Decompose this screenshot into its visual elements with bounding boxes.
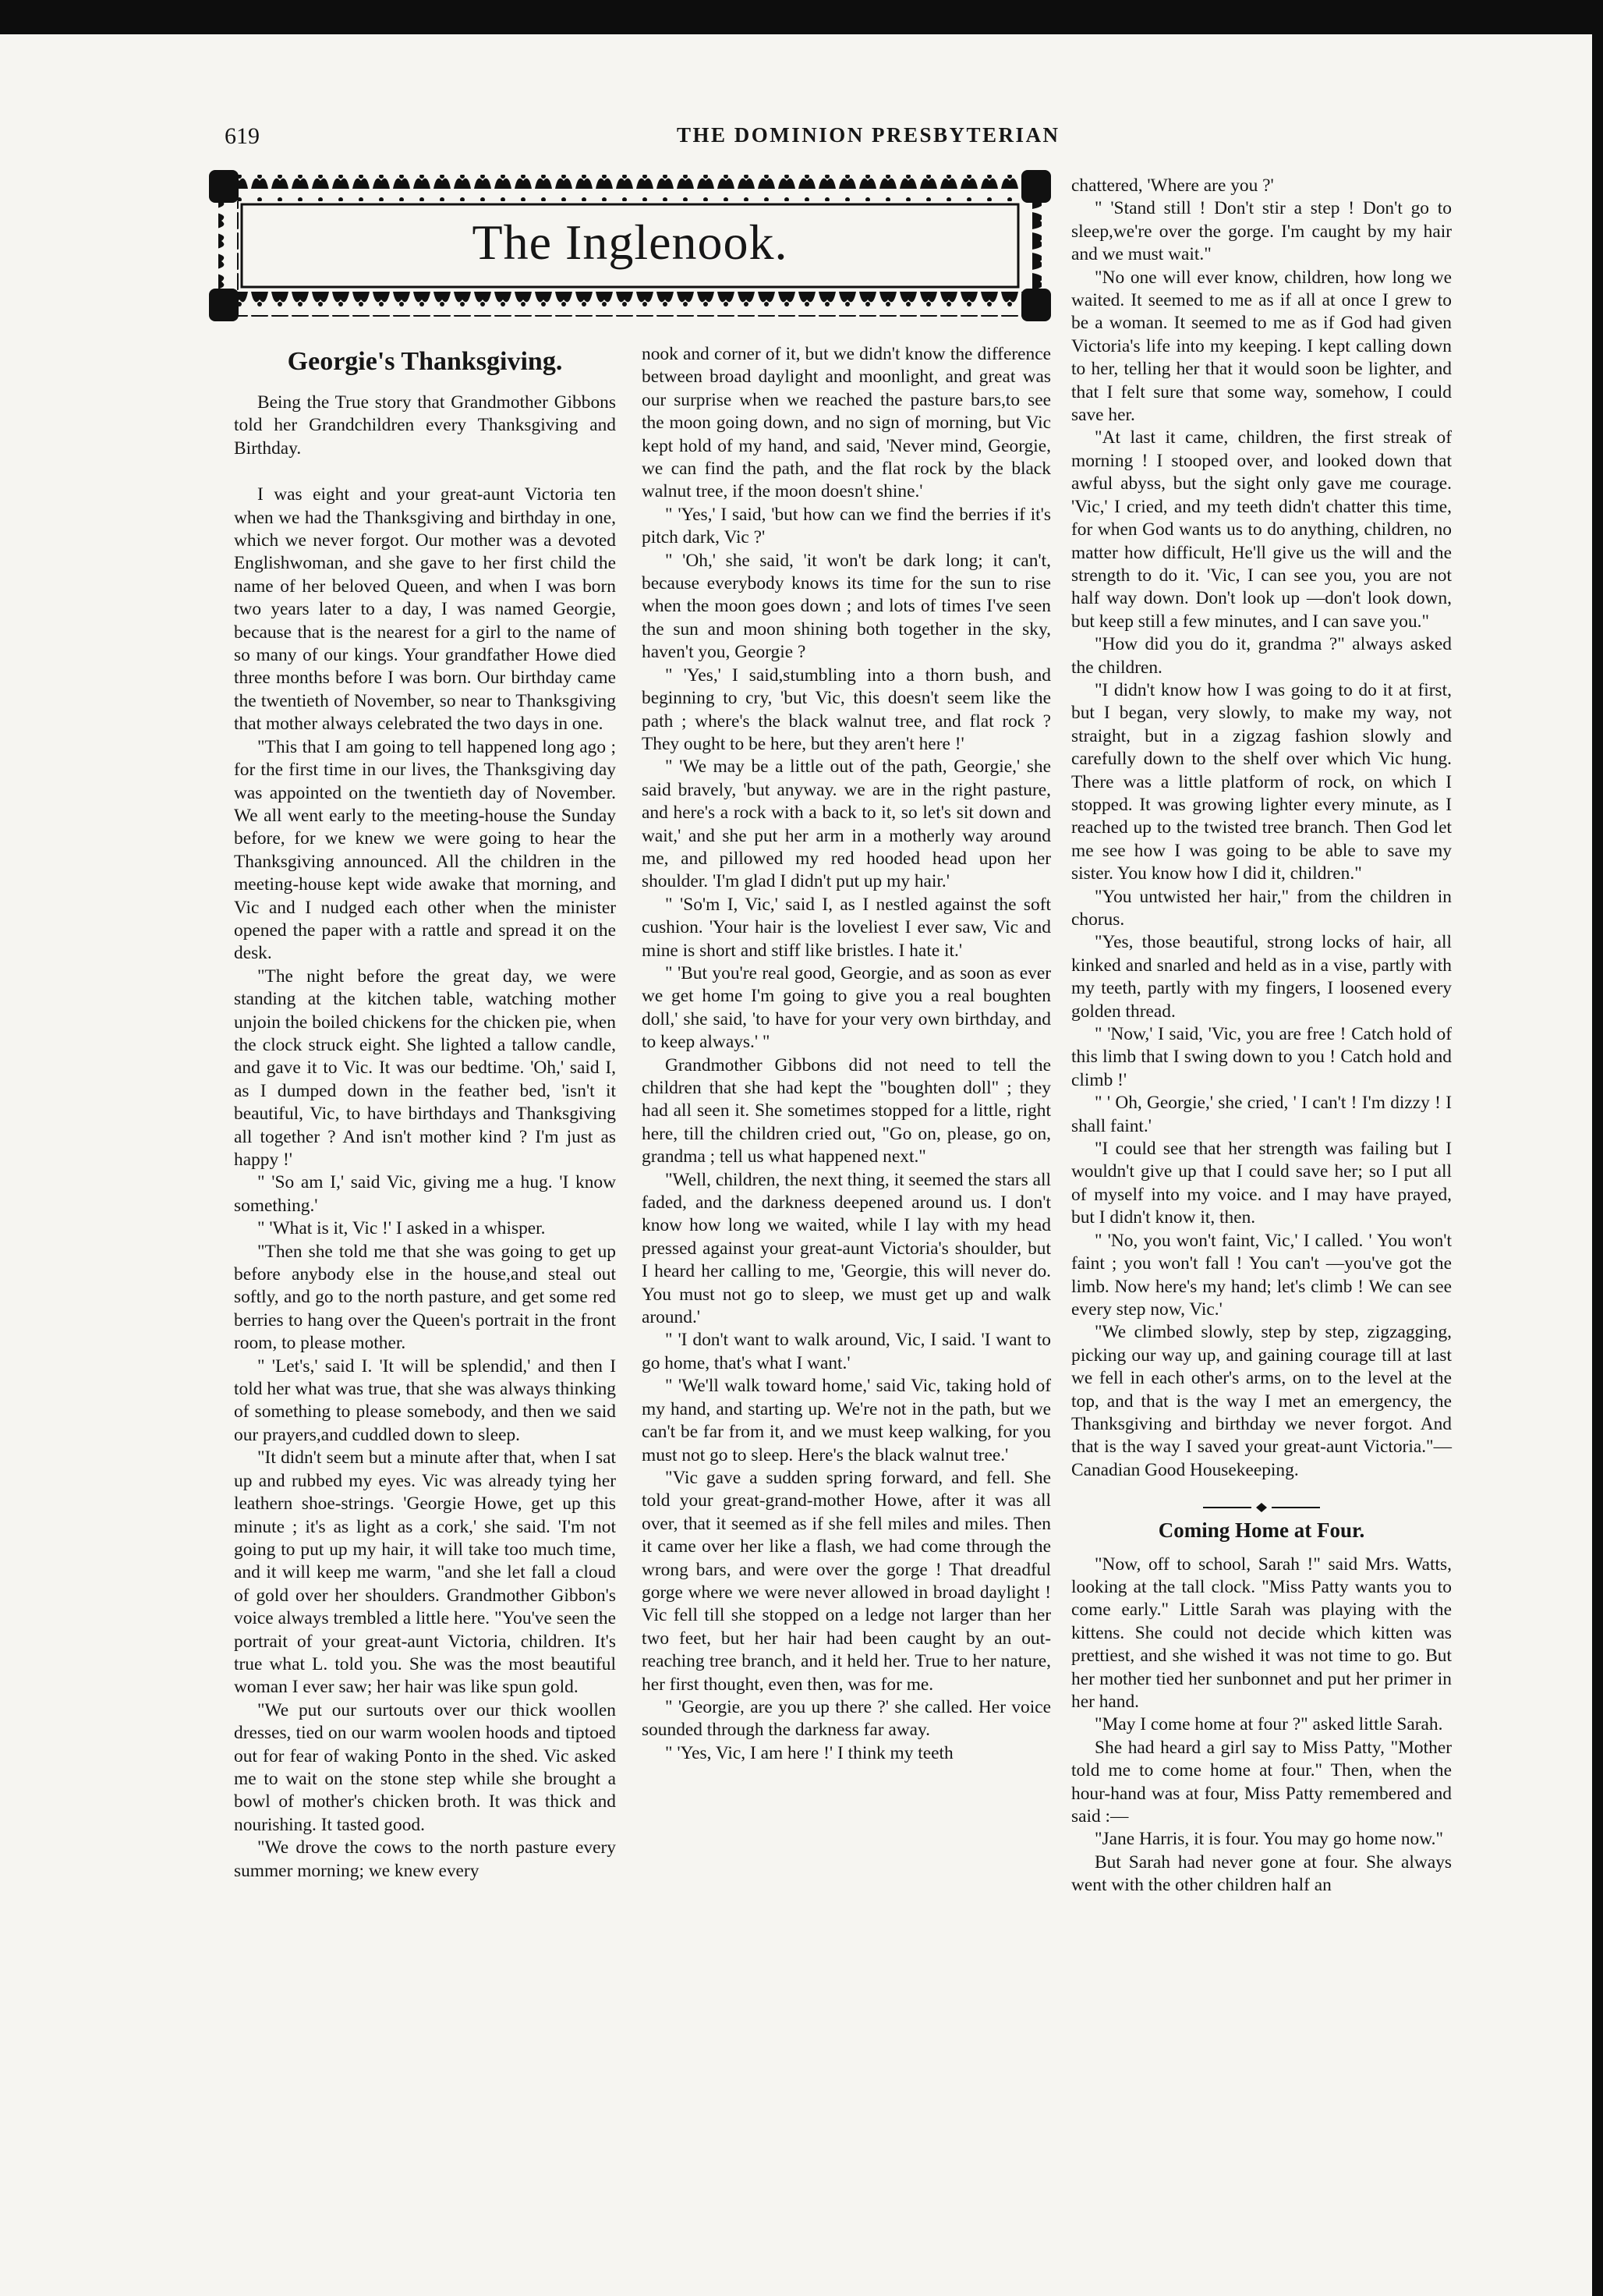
paragraph: "Yes, those beautiful, strong locks of hair, all kinked and snarled and held as in a vise, partly with my teeth, partly with my fingers, I loosened every golden thread. <box>1071 932 1452 1022</box>
paragraph: "I didn't know how I was going to do it at first, but I began, very slowly, to make my way, not straight, but in a zigzag fashion slowly and carefully down to the shelf over which Vic hung. There was a little platform of rock, on which I stopped. It was growing lighter every minute, as I reached up to the twisted tree branch. Then God let me see how I was going to be able to save my sister. You know how I did it, children." <box>1071 679 1452 884</box>
paragraph: " ' Oh, Georgie,' she cried, ' I can't ! I'm dizzy ! I shall faint.' <box>1071 1093 1452 1136</box>
scan-right-border <box>1592 0 1603 2296</box>
paragraph: "How did you do it, grandma ?" always asked the children. <box>1071 634 1452 678</box>
column-left <box>234 346 616 1883</box>
paragraph: " 'Stand still ! Don't stir a step ! Don't go to sleep,we're over the gorge. I'm caught by my hair and we must wait." <box>1071 198 1452 265</box>
paragraph: "Vic gave a sudden spring forward, and fell. She told your great-grand-mother Howe, after it was all over, that it seemed as if she fell miles and miles. Then it came over her like a flash, we had come through the wrong bars, and were over the gorge ! That dreadful gorge where we were never allowed in broad daylight ! Vic fell till she stopped on a ledge not larger than her two feet, but her hair had been caught by an out-reaching tree branch, and it held her. True to her nature, her first thought, even then, was for me. <box>642 1467 1051 1695</box>
article-subhead: Being the True story that Grandmother Gibbons told her Grandchildren every Thanksgiving and Birthday. <box>234 392 616 459</box>
paragraph: " 'I don't want to walk around, Vic, I said. 'I want to go home, that's what I want.' <box>642 1330 1051 1373</box>
paragraph: " 'What is it, Vic !' I asked in a whisper. <box>257 1218 546 1239</box>
paragraph: " 'Let's,' said I. 'It will be splendid,' and then I told her what was true, that she was always thinking of something to please somebody, and then we said our prayers,and cuddled down to sleep. <box>234 1355 616 1445</box>
column-right <box>1071 175 1452 1897</box>
paragraph: " 'So am I,' said Vic, giving me a hug. 'I know something.' <box>234 1172 616 1216</box>
paragraph: "I could see that her strength was failing but I wouldn't give up that I could save her; so I put all of myself into my voice. and I may have prayed, but I didn't know it, then. <box>1071 1139 1452 1228</box>
section-banner <box>209 170 1051 322</box>
paragraph: " 'Oh,' she said, 'it won't be dark long; it can't, because everybody knows its time for the sun to rise when the moon goes down ; and lots of times I've seen the sun and moon shining both together in the sky, haven't you, Georgie ? <box>642 550 1051 663</box>
paragraph: " 'Now,' I said, 'Vic, you are free ! Catch hold of this limb that I swing down to you ! Catch hold and climb !' <box>1071 1024 1452 1090</box>
divider-ornament <box>1203 1502 1320 1513</box>
paragraph: " 'Yes, Vic, I am here !' I think my teeth <box>665 1742 954 1763</box>
paragraph: " 'Yes,' I said, 'but how can we find the berries if it's pitch dark, Vic ?' <box>642 504 1051 548</box>
paragraph: Grandmother Gibbons did not need to tell the children that she had kept the "boughten doll" ; they had all seen it. She sometimes stopped for a little, right here, till the children cried out, "Go on, please, go on, grandma ; tell us what happened next." <box>642 1054 1051 1167</box>
paragraph: "No one will ever know, children, how long we waited. It seemed to me as if all at once I grew to be a woman. It seemed to me as if God had given Victoria's life into my keeping. I kept calling down to her, telling her that it would soon be lighter, and that I felt sure that some way, somehow, I could save her. <box>1071 267 1452 426</box>
paragraph: " 'So'm I, Vic,' said I, as I nestled against the soft cushion. 'Your hair is the loveliest I ever saw, Vic and mine is short and stiff like bristles. I hate it.' <box>642 894 1051 961</box>
paragraph: I was eight and your great-aunt Victoria ten when we had the Thanksgiving and birthday in one, which we never forgot. Our mother was a devoted Englishwoman, and she gave to her first child the name of her beloved Queen, and when I was born two years later to a day, I was named Georgie, because that is the nearest for a girl to the name of so many of our kings. Your grandfather Howe died three months before I was born. Our birthday came the twentieth of November, so near to Thanksgiving that mother always celebrated the two days in one. <box>234 484 616 735</box>
paragraph: "The night before the great day, we were standing at the kitchen table, watching mother unjoin the boiled chickens for the chicken pie, when the clock struck eight. She lighted a tallow candle, and gave it to Vic. It was our bedtime. 'Oh,' said I, as I dumped down in the feather bed, 'isn't it beautiful, Vic, to have birthdays and Thanksgiving all together ? And isn't mother kind ? I'm just as happy !' <box>234 966 616 1170</box>
paragraph: " 'We may be a little out of the path, Georgie,' she said bravely, 'but anyway. we are in the right pasture, and here's a rock with a back to it, so let's sit down and wait,' and she put her arm in a motherly way around me, and pillowed my red hooded head upon her shoulder. 'I'm glad I didn't put up my hair.' <box>642 756 1051 892</box>
paragraph: "Well, children, the next thing, it seemed the stars all faded, and the darkness deepened around us. I don't know how long we waited, while I lay with my head pressed against your great-aunt Victoria's shoulder, but I heard her calling to me, 'Georgie, this will never do. You must not go to sleep, we must get up and walk around.' <box>642 1169 1051 1328</box>
paragraph: "We climbed slowly, step by step, zigzagging, picking our way up, and gaining courage till at last we fell in each other's arms, on to the level at the top, and that is the way I met an emergency, the Thanksgiving and birthday we never forgot. And that is the way I saved your great-aunt Victoria."—Canadian Good Housekeeping. <box>1071 1322 1452 1480</box>
section-divider <box>1071 1502 1452 1513</box>
paragraph: She had heard a girl say to Miss Patty, "Mother told me to come home at four." Then, when the hour-hand was at four, Miss Patty remembered and said :— <box>1071 1737 1452 1827</box>
paragraph: " 'Yes,' I said,stumbling into a thorn bush, and beginning to cry, 'but Vic, this doesn't seem like the path ; where's the black walnut tree, and flat rock ? They ought to be here, but they aren't here !' <box>642 664 1051 754</box>
page-number: 619 <box>225 123 260 149</box>
paragraph: "You untwisted her hair," from the children in chorus. <box>1071 886 1452 930</box>
paragraph: But Sarah had never gone at four. She always went with the other children half an <box>1071 1851 1452 1896</box>
article-title: Coming Home at Four. <box>1158 1518 1365 1543</box>
column-middle <box>642 343 1051 1765</box>
paragraph: "It didn't seem but a minute after that, when I sat up and rubbed my eyes. Vic was already tying her leathern shoe-strings. 'Georgie Howe, get up this minute ; it's as light as a cork,' she said. 'I'm not going to put up my hair, it will take too much time, and it will keep me warm, "and she let fall a cloud of gold over her shoulders. Grandmother Gibbon's voice always trembled a little here. "You've seen the portrait of your great-aunt Victoria, children. It's true what L. told you. She was the most beautiful woman I ever saw; her hair was like spun gold. <box>234 1447 616 1698</box>
running-head: THE DOMINION PRESBYTERIAN <box>677 123 1060 147</box>
section-title: The Inglenook. <box>472 214 788 270</box>
paragraph: " 'We'll walk toward home,' said Vic, taking hold of my hand, and starting up. We're not in the path, but we can't be far from it, and we must keep walking, for you must not go to sleep. Here's the black walnut tree.' <box>642 1376 1051 1465</box>
paragraph: " 'But you're real good, Georgie, and as soon as ever we get home I'm going to give you a real boughten doll,' she said, 'to have for your very own birthday, and to keep always.' " <box>642 962 1051 1053</box>
paragraph: "We drove the cows to the north pasture every summer morning; we knew every <box>234 1837 616 1881</box>
paragraph: nook and corner of it, but we didn't know the difference between broad daylight and moonlight, and great was our surprise when we reached the pasture bars,to see the moon going down, and no sign of morning, but Vic kept hold of my hand, and said, 'Never mind, Georgie, we can find the path, and the flat rock by the black walnut tree, if the moon doesn't shine.' <box>642 344 1051 502</box>
paragraph: "Now, off to school, Sarah !" said Mrs. Watts, looking at the tall clock. "Miss Patty wants you to come early." Little Sarah was playing with the kittens. She could not decide which kitten was prettiest, and she wished it was not time to go. But her mother tied her sunbonnet and put her primer in her hand. <box>1071 1554 1452 1712</box>
scan-top-border <box>0 0 1603 34</box>
paragraph: "At last it came, children, the first streak of morning ! I stooped over, and looked down that awful abyss, but the sight only gave me courage. 'Vic,' I cried, and my teeth didn't chatter this time, for when God wants us to do anything, children, no matter how difficult, He'll give us the will and the strength to do it. 'Vic, I can see you, you are not half way down. Don't look up —don't look down, but keep still a few minutes, and I can save you." <box>1071 427 1452 632</box>
paragraph: "We put our surtouts over our thick woollen dresses, tied on our warm woolen hoods and tiptoed out for fear of waking Ponto in the shed. Vic asked me to wait on the stone step while she brought a bowl of mother's chicken broth. It was thick and nourishing. It tasted good. <box>234 1699 616 1835</box>
paragraph: "May I come home at four ?" asked little Sarah. <box>1095 1714 1443 1735</box>
article-title: Georgie's Thanksgiving. <box>287 347 563 376</box>
paragraph: "Jane Harris, it is four. You may go home now." <box>1095 1829 1444 1850</box>
paragraph: "This that I am going to tell happened long ago ; for the first time in our lives, the Thanksgiving day was appointed on the twentieth day of November. We all went early to the meeting-house the Sunday before, for we knew we were going to hear the Thanksgiving announced. All the children in the meeting-house kept wide awake that morning, and Vic and I nudged each other when the minister opened the paper with a rattle and spread it on the desk. <box>234 736 616 964</box>
paragraph: chattered, 'Where are you ?' <box>1071 175 1274 196</box>
paragraph: "Then she told me that she was going to get up before anybody else in the house,and steal out softly, and go to the north pasture, and get some red berries to hang over the Queen's portrait in the front room, to please mother. <box>234 1241 616 1354</box>
paragraph: " 'Georgie, are you up there ?' she called. Her voice sounded through the darkness far away. <box>642 1696 1051 1741</box>
paragraph: " 'No, you won't faint, Vic,' I called. ' You won't faint ; you won't fall ! You can't —you've got the limb. Now here's my hand; let's climb ! We can see every step now, Vic.' <box>1071 1230 1452 1320</box>
